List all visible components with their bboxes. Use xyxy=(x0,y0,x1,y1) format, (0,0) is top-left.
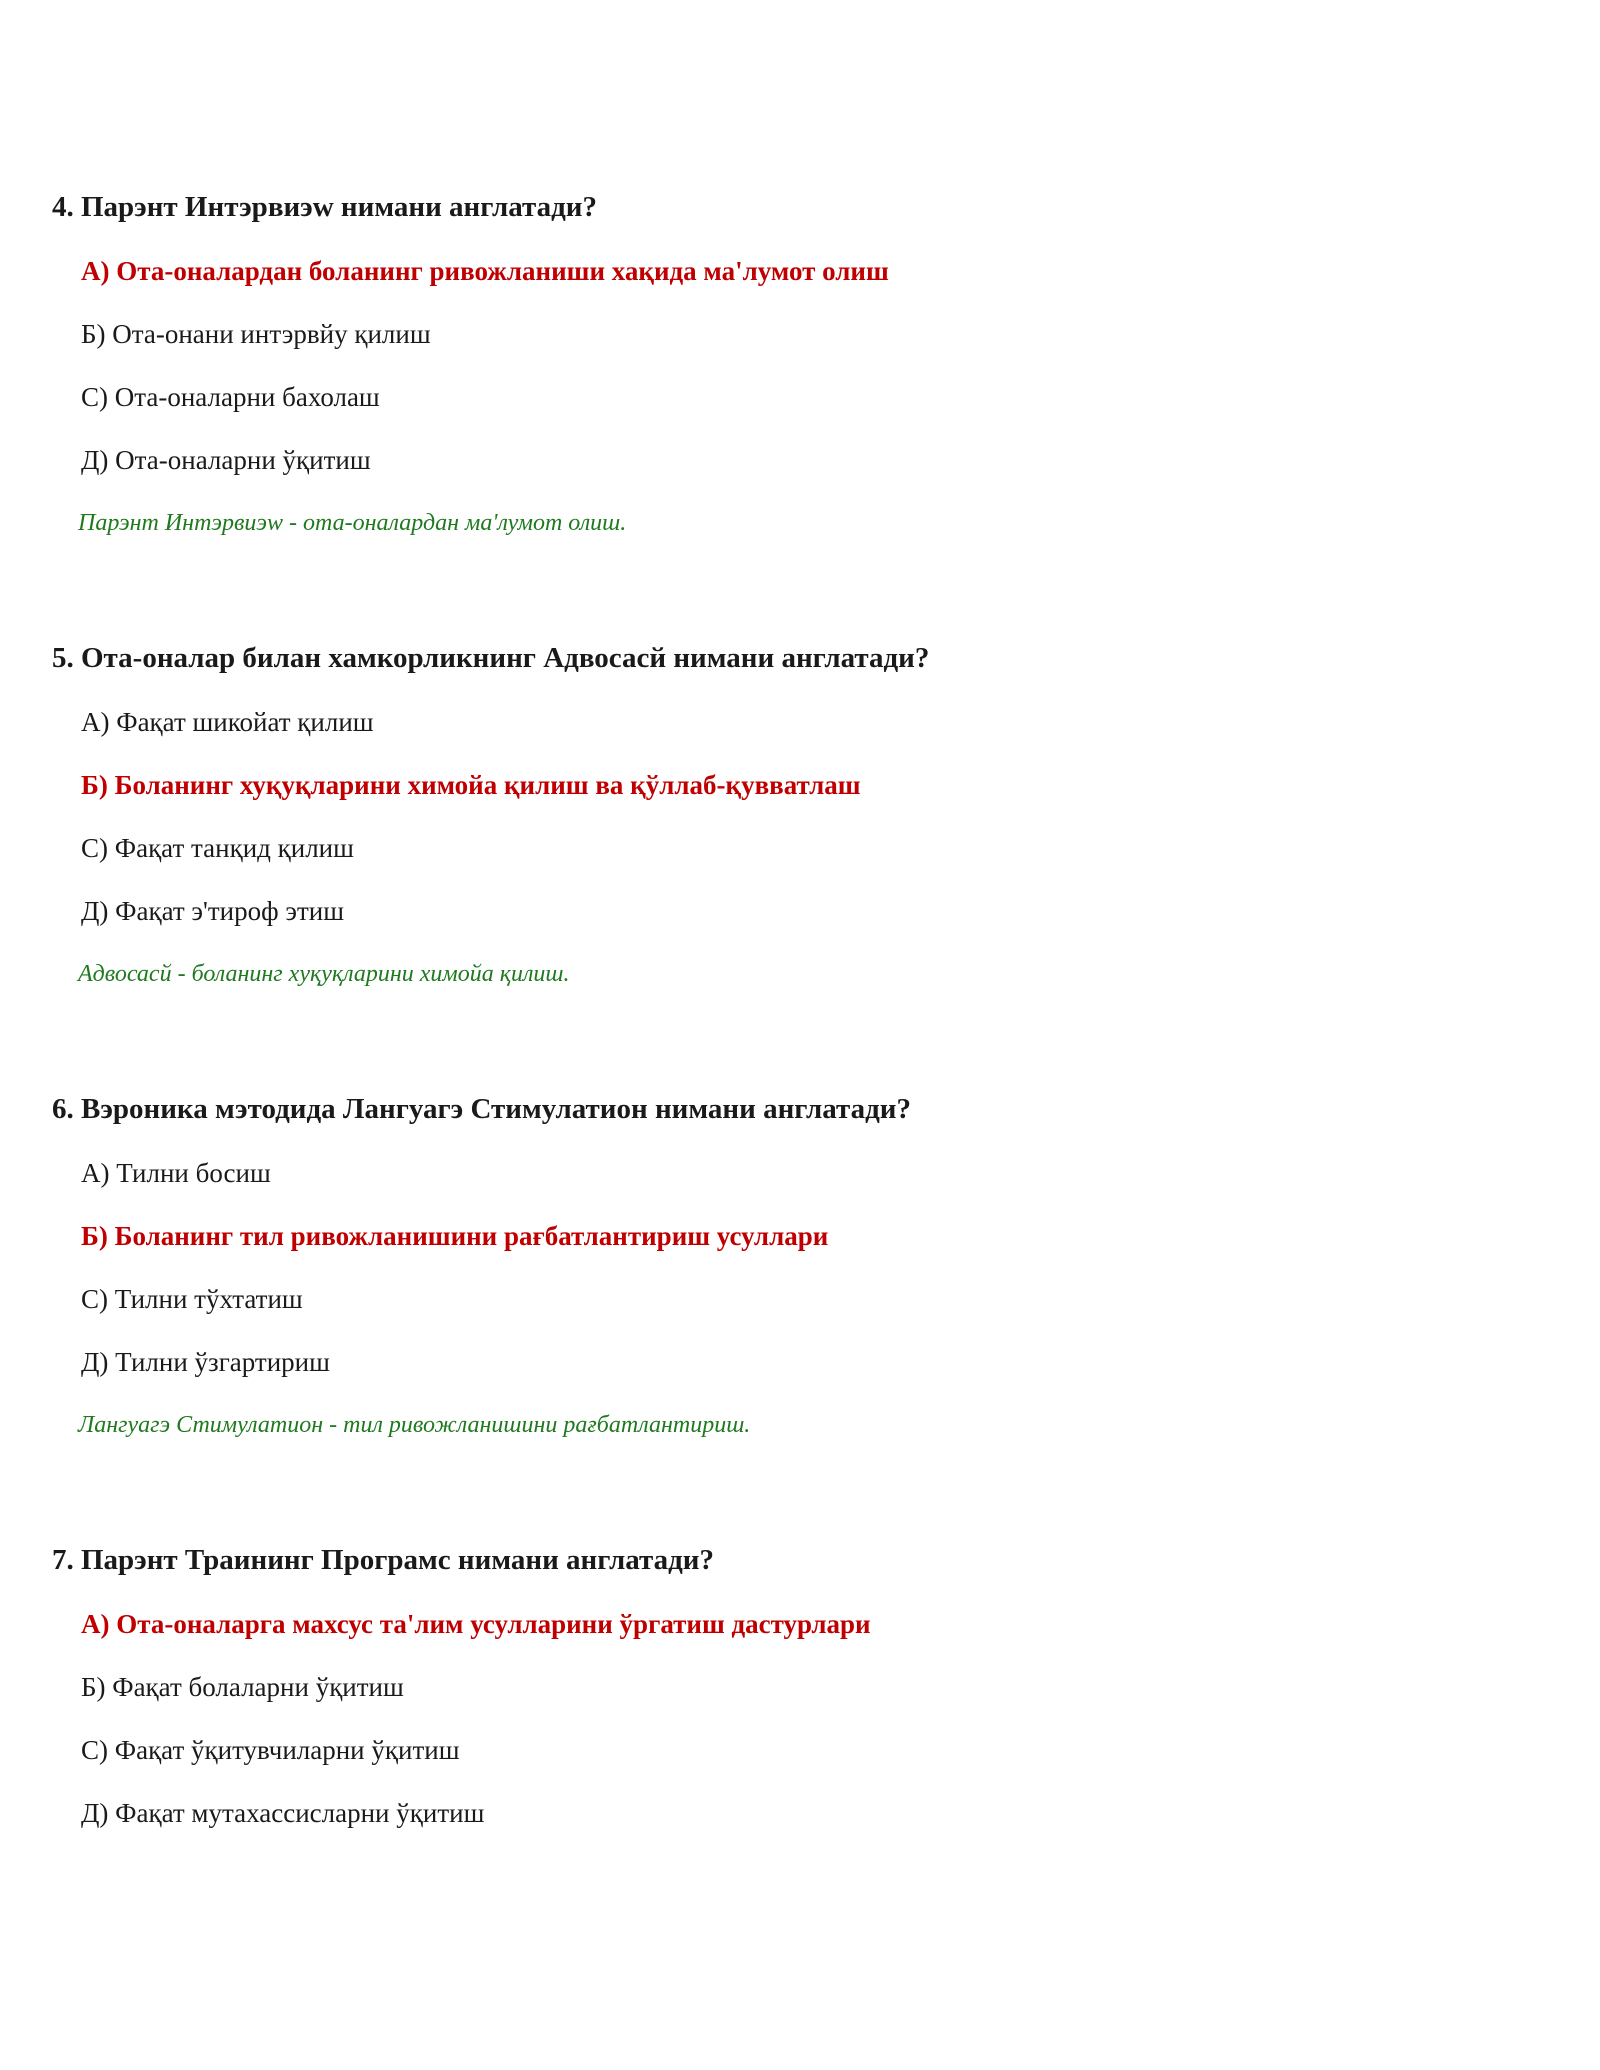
option-d: Д) Фақат мутахассисларни ўқитиш xyxy=(81,1798,485,1828)
question-title: 7. Парэнт Траининг Програмс нимани англатади? xyxy=(52,1544,714,1576)
option-c: С) Фақат ўқитувчиларни ўқитиш xyxy=(81,1735,460,1765)
option-b: Б) Ота-онани интэрвйу қилиш xyxy=(81,319,431,349)
question-title: 6. Вэроника мэтодида Лангуагэ Стимулатион нимани англатади? xyxy=(52,1093,911,1125)
option-a: А) Тилни босиш xyxy=(81,1158,271,1188)
question-5 xyxy=(52,640,1532,989)
question-title: 5. Ота-оналар билан хамкорликнинг Адвосасй нимани англатади? xyxy=(52,642,930,674)
option-d: Д) Тилни ўзгартириш xyxy=(81,1347,330,1377)
option-c: С) Фақат танқид қилиш xyxy=(81,833,354,863)
option-a: А) Фақат шикойат қилиш xyxy=(81,707,374,737)
answer-explanation: Парэнт Интэрвиэw - ота-оналардан ма'лумот олиш. xyxy=(78,510,627,536)
option-b: Б) Фақат болаларни ўқитиш xyxy=(81,1672,404,1702)
question-6 xyxy=(52,1091,1532,1440)
option-d: Д) Ота-оналарни ўқитиш xyxy=(81,445,371,475)
option-b-correct: Б) Боланинг хуқуқларини химойа қилиш ва қўллаб-қувватлаш xyxy=(81,770,861,800)
option-c: С) Ота-оналарни бахолаш xyxy=(81,382,380,412)
question-title: 4. Парэнт Интэрвиэw нимани англатади? xyxy=(52,191,597,223)
question-4 xyxy=(52,189,1532,538)
question-7 xyxy=(52,1542,1532,1830)
option-d: Д) Фақат э'тироф этиш xyxy=(81,896,344,926)
option-c: С) Тилни тўхтатиш xyxy=(81,1284,303,1314)
option-a-correct: А) Ота-оналарга махсус та'лим усулларини ўргатиш дастурлари xyxy=(81,1609,871,1639)
option-b-correct: Б) Боланинг тил ривожланишини рағбатлантириш усуллари xyxy=(81,1221,829,1251)
answer-explanation: Адвосасй - боланинг хуқуқларини химойа қилиш. xyxy=(78,961,570,987)
option-a-correct: А) Ота-оналардан боланинг ривожланиши хақида ма'лумот олиш xyxy=(81,256,889,286)
answer-explanation: Лангуагэ Стимулатион - тил ривожланишини рағбатлантириш. xyxy=(78,1412,751,1438)
